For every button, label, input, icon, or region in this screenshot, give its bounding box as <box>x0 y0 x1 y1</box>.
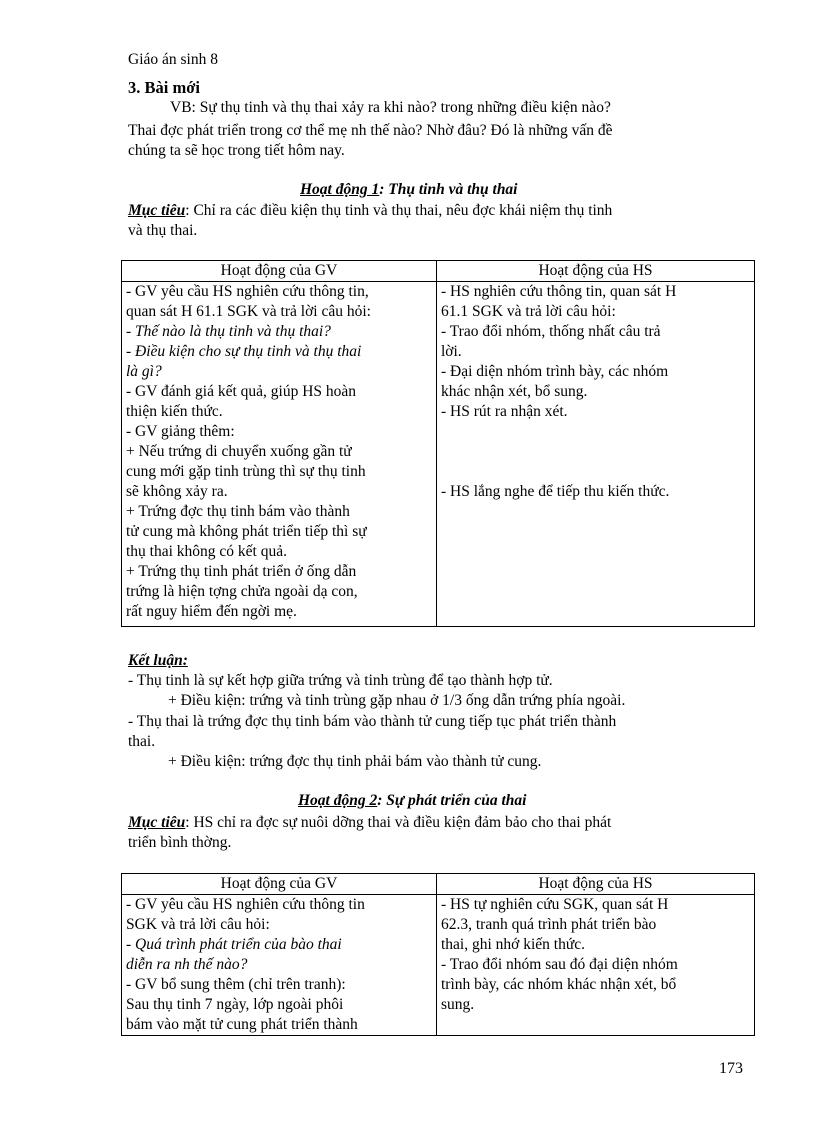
activity1-table-header-row <box>122 261 755 282</box>
activity1-hs-cell <box>437 282 755 627</box>
a1-gv-line: + Trứng thụ tinh phát triển ở ống dẫn <box>126 563 357 580</box>
activity1-goal-label: Mục tiêu <box>128 202 186 219</box>
activity1-col-gv: Hoạt động của GV <box>122 261 437 282</box>
activity1-title <box>300 180 518 199</box>
a1-gv-line: cung mới gặp tinh trùng thì sự thụ tinh <box>126 463 366 480</box>
activity1-title-rest: : Thụ tinh và thụ thai <box>379 181 518 198</box>
activity2-col-gv: Hoạt động của GV <box>122 874 437 895</box>
a1-hs-spacer <box>441 462 750 482</box>
a1-gv-line: sẽ không xảy ra. <box>126 483 228 500</box>
a2-hs-line: - HS tự nghiên cứu SGK, quan sát H <box>441 896 669 913</box>
a2-gv-line: SGK và trả lời câu hỏi: <box>126 916 270 933</box>
a2-gv-line: - GV yêu cầu HS nghiên cứu thông tin <box>126 896 365 913</box>
a1-hs-line: - Đại diện nhóm trình bày, các nhóm <box>441 363 669 380</box>
activity2-title-label: Hoạt động 2 <box>298 792 378 809</box>
a1-hs-line: khác nhận xét, bổ sung. <box>441 383 588 400</box>
activity2-gv-cell <box>122 895 437 1036</box>
conclusion-line-3: - Thụ thai là trứng đợc thụ tinh bám vào thành tử cung tiếp tục phát triển thành <box>128 713 617 730</box>
a2-hs-line: trình bày, các nhóm khác nhận xét, bổ <box>441 976 677 993</box>
a1-gv-question-2: - Điều kiện cho sự thụ tinh và thụ thai <box>126 343 362 360</box>
page-number: 173 <box>719 1060 743 1077</box>
conclusion-line-1: - Thụ tinh là sự kết hợp giữa trứng và tinh trùng để tạo thành hợp tử. <box>128 672 553 689</box>
a1-gv-line: rất nguy hiểm đến ngời mẹ. <box>126 603 297 620</box>
a1-hs-line: - HS nghiên cứu thông tin, quan sát H <box>441 283 677 300</box>
a1-gv-line: trứng là hiện tợng chửa ngoài dạ con, <box>126 583 358 600</box>
a1-hs-line: lời. <box>441 343 462 360</box>
activity2-title <box>298 791 526 810</box>
activity1-goal-line-1 <box>128 201 612 220</box>
a1-gv-line: - GV đánh giá kết quả, giúp HS hoàn <box>126 383 357 400</box>
a1-gv-line: thụ thai không có kết quả. <box>126 543 287 560</box>
a1-gv-line: - GV yêu cầu HS nghiên cứu thông tin, <box>126 283 369 300</box>
activity2-goal-line-2: triển bình thờng. <box>128 834 232 851</box>
a1-gv-line: thiện kiến thức. <box>126 403 223 420</box>
a1-hs-line: - HS lắng nghe để tiếp thu kiến thức. <box>441 483 670 500</box>
a2-hs-line: sung. <box>441 996 475 1013</box>
activity1-goal-text-1: : Chỉ ra các điều kiện thụ tinh và thụ thai, nêu đợc khái niệm thụ tinh <box>185 202 613 219</box>
a2-hs-line: 62.3, tranh quá trình phát triển bào <box>441 916 657 933</box>
activity2-table-header-row <box>122 874 755 895</box>
section-heading: 3. Bài mới <box>128 78 200 97</box>
activity2-goal-line-1 <box>128 813 611 832</box>
activity2-hs-cell <box>437 895 755 1036</box>
a2-gv-line: bám vào mặt tử cung phát triển thành <box>126 1016 358 1033</box>
a2-hs-line: thai, ghi nhớ kiến thức. <box>441 936 586 953</box>
activity1-table <box>121 260 755 627</box>
activity2-title-rest: : Sự phát triển của thai <box>377 792 527 809</box>
intro-line-1: VB: Sự thụ tinh và thụ thai xảy ra khi nào? trong những điều kiện nào? <box>170 99 611 116</box>
activity1-goal-line-2: và thụ thai. <box>128 222 198 239</box>
activity2-table <box>121 873 755 1036</box>
a1-gv-question-1: - Thế nào là thụ tinh và thụ thai? <box>126 323 331 340</box>
intro-line-3: chúng ta sẽ học trong tiết hôm nay. <box>128 142 345 159</box>
conclusion-line-5: + Điều kiện: trứng đợc thụ tinh phải bám vào thành tử cung. <box>168 753 542 770</box>
conclusion-line-4: thai. <box>128 733 156 750</box>
activity1-title-label: Hoạt động 1 <box>300 181 380 198</box>
a1-gv-line: + Nếu trứng di chuyển xuống gần tử <box>126 443 352 460</box>
a2-gv-question: - Quá trình phát triển của bào thai <box>126 936 342 953</box>
a1-gv-question-2b: là gì? <box>126 363 162 380</box>
a1-hs-spacer <box>441 442 750 462</box>
a1-gv-line: tử cung mà không phát triển tiếp thì sự <box>126 523 367 540</box>
intro-line-2: Thai đợc phát triển trong cơ thể mẹ nh thế nào? Nhờ đâu? Đó là những vấn đề <box>128 122 613 139</box>
a1-gv-line: - GV giảng thêm: <box>126 423 235 440</box>
conclusion-line-2: + Điều kiện: trứng và tinh trùng gặp nhau ở 1/3 ống dẫn trứng phía ngoài. <box>168 692 626 709</box>
a1-hs-line: - Trao đổi nhóm, thống nhất câu trả <box>441 323 661 340</box>
activity2-table-row <box>122 895 755 1036</box>
activity2-col-hs: Hoạt động của HS <box>437 874 755 895</box>
activity1-col-hs: Hoạt động của HS <box>437 261 755 282</box>
conclusion-label: Kết luận: <box>128 652 188 669</box>
a1-hs-line: - HS rút ra nhận xét. <box>441 403 568 420</box>
activity1-gv-cell <box>122 282 437 627</box>
activity2-goal-text-1: : HS chỉ ra đợc sự nuôi dỡng thai và điều kiện đảm bảo cho thai phát <box>185 814 612 831</box>
a2-gv-line: - GV bổ sung thêm (chỉ trên tranh): <box>126 976 346 993</box>
a1-hs-spacer <box>441 422 750 442</box>
activity2-goal-label: Mục tiêu <box>128 814 186 831</box>
a1-gv-line: quan sát H 61.1 SGK và trả lời câu hỏi: <box>126 303 371 320</box>
a2-gv-line: Sau thụ tinh 7 ngày, lớp ngoài phôi <box>126 996 344 1013</box>
subject-header: Giáo án sinh 8 <box>128 51 218 68</box>
a1-gv-line: + Trứng đợc thụ tinh bám vào thành <box>126 503 350 520</box>
activity1-table-row <box>122 282 755 627</box>
a2-hs-line: - Trao đổi nhóm sau đó đại diện nhóm <box>441 956 678 973</box>
a1-hs-line: 61.1 SGK và trả lời câu hỏi: <box>441 303 616 320</box>
a2-gv-question-b: diễn ra nh thế nào? <box>126 956 248 973</box>
